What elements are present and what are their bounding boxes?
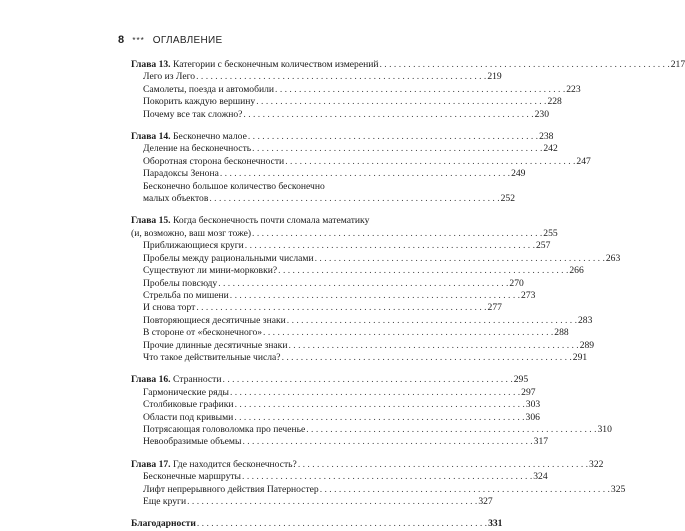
toc-entry[interactable] [131,339,595,352]
entry-title: Повторяющиеся десятичные знаки [143,314,286,326]
page-ref: 270 [509,277,524,289]
chapter-label: Глава 14. [131,131,171,143]
chapter-label: Глава 16. [131,374,171,386]
page-ref: 252 [500,193,515,205]
entry-title: И снова торт [143,302,196,314]
page-ref: 306 [525,411,540,423]
toc-entry[interactable] [131,71,502,83]
leader-dots [287,315,577,327]
entry-title: Области под кривыми [143,411,234,423]
entry-title: Приближающиеся круги [143,240,244,252]
header-title: ОГЛАВЛЕНИЕ [152,34,223,46]
toc-entry[interactable] [131,83,581,96]
leader-dots [315,253,605,265]
page-ref: 322 [589,458,604,470]
chapter-title: Где находится бесконечность? [172,458,297,470]
entry-title: Гармонические ряды [143,386,229,398]
chapter-title-line[interactable] [131,131,554,143]
entry-title: Существуют ли мини-морковки? [143,265,278,277]
page-ref: 291 [572,351,588,363]
toc-entry[interactable] [131,143,558,155]
page-ref: 242 [543,143,558,155]
toc-entry[interactable] [131,423,612,436]
entry-title: Невообразимые объемы [143,436,242,448]
toc-entry[interactable] [131,96,562,108]
leader-dots [380,59,670,71]
page-ref: 273 [521,289,536,301]
page-ref: 324 [533,471,548,483]
chapter-label: Глава 13. [131,59,171,70]
chapter-label: Глава 15. [131,215,171,227]
leader-dots [209,193,499,205]
page-ref: 289 [579,339,595,351]
page-ref: 310 [597,423,612,435]
entry-title: Лего из Лего [143,71,196,83]
page-ref: 325 [610,483,626,495]
page-ref: 238 [539,131,554,143]
toc-entry[interactable] [131,483,626,496]
leader-dots [235,399,525,411]
toc-entry[interactable] [131,240,551,252]
entry-title: Парадоксы Зенона [143,168,219,180]
chapter-title-line[interactable] [131,374,529,386]
entry-title: Прочие длинные десятичные знаки [143,339,288,351]
page-ref: 247 [576,155,591,167]
leader-dots [275,84,565,96]
page-ref: 288 [554,327,569,339]
chapter-title: Странности [172,374,222,386]
entry-title: Стрельба по мишени [143,289,229,301]
leader-dots [263,327,553,339]
entry-title: Столбиковые графики [143,399,234,411]
acknowledgements-title: Благодарности [131,518,196,530]
leader-dots [230,387,520,399]
entry-title: В стороне от «бесконечного» [143,327,263,339]
page-ref: 219 [487,71,502,83]
chapter-13 [131,59,685,121]
page-ref: 249 [511,168,526,180]
toc-entry[interactable] [131,302,502,314]
leader-dots [256,96,546,108]
leader-dots [242,471,532,483]
page-ref: 230 [534,108,549,120]
chapter-title: (и, возможно, ваш мозг тоже) [131,227,252,239]
toc-entry[interactable] [131,277,524,290]
toc-entry[interactable] [131,155,591,168]
toc-entry[interactable] [131,471,548,483]
toc-entry[interactable] [131,314,593,327]
leader-dots [252,228,542,240]
entry-title-line1: Бесконечно большое количество бесконечно [143,180,325,192]
leader-dots [248,131,538,143]
toc-entry[interactable] [131,265,584,277]
page-ref: 277 [487,302,502,314]
page-ref: 331 [488,518,503,530]
toc-entry[interactable] [131,351,588,364]
entry-title: Почему все так сложно? [143,108,243,120]
page-ref: 255 [543,227,558,239]
leader-dots [298,459,588,471]
chapter-title-line[interactable] [131,59,685,71]
leader-dots [196,71,486,83]
toc-entry[interactable] [131,411,540,424]
toc-entry[interactable] [131,386,536,399]
leader-dots [234,412,524,424]
leader-dots [230,290,520,302]
page-ref: 223 [566,83,581,95]
leader-dots [197,518,487,530]
entry-title: Деление на бесконечность [143,143,252,155]
chapter-title: Категории с бесконечным количеством измерений [172,59,379,70]
chapter-15 [131,215,621,364]
entry-title: Покорить каждую вершину [143,96,256,108]
leader-dots [218,278,508,290]
page-ref: 228 [547,96,562,108]
page-ref: 217 [670,59,685,70]
toc-entry[interactable] [131,252,621,265]
page-ref: 266 [569,265,584,277]
toc-entry[interactable] [131,496,493,508]
table-of-contents [131,59,685,531]
chapter-title: Бесконечно малое [172,131,247,143]
leader-dots [196,302,486,314]
chapter-title-line[interactable] [131,458,604,471]
entry-title: малых объектов [143,193,209,205]
leader-dots [243,109,533,121]
toc-entry[interactable] [131,108,549,121]
entry-title: Оборотная сторона бесконечности [143,155,285,167]
leader-dots [278,265,568,277]
toc-entry[interactable] [131,327,569,339]
leader-dots [220,168,510,180]
leader-dots [223,374,513,386]
page-number: 8 [118,34,125,46]
page-ref: 317 [533,436,549,448]
entry-title: Бесконечные маршруты [143,471,242,483]
chapter-14 [131,131,591,205]
page-ref: 327 [478,496,493,507]
entry-title: Самолеты, поезда и автомобили [143,83,275,95]
leader-dots [282,352,572,364]
toc-entry[interactable] [131,436,549,448]
leader-dots [285,156,575,168]
entry-title: Еще круги [143,496,187,507]
running-header [118,34,223,46]
chapter-16 [131,374,612,448]
leader-dots [187,496,477,508]
leader-dots [245,240,535,252]
chapter-label: Глава 17. [131,458,171,470]
leader-dots [252,143,542,155]
page-ref: 295 [513,374,529,386]
leader-dots [288,340,578,352]
ornament-stars: *** [132,35,145,45]
chapter-title-line[interactable] [131,215,558,240]
leader-dots [320,484,610,496]
entry-title: Пробелы повсюду [143,277,218,289]
page-ref: 297 [521,386,536,398]
toc-entry[interactable] [131,399,541,411]
entry-title: Пробелы между рациональными числами [143,252,314,264]
leader-dots [242,436,532,448]
toc-entry[interactable] [131,289,536,302]
entry-title: Потрясающая головоломка про печенье [143,423,306,435]
page-ref: 263 [605,252,621,264]
entry-title: Что такое действительные числа? [143,351,281,363]
acknowledgements-entry[interactable] [131,518,503,530]
chapter-17 [131,458,626,509]
entry-title: Лифт непрерывного действия Патерностер [143,483,319,495]
toc-entry[interactable] [131,168,526,180]
page-ref: 257 [535,240,551,252]
toc-entry-wrapped[interactable] [131,180,515,206]
page-ref: 283 [577,314,593,326]
page-ref: 303 [525,399,541,411]
chapter-title-line1: Когда бесконечность почти сломала математику [172,215,370,227]
leader-dots [306,424,596,436]
